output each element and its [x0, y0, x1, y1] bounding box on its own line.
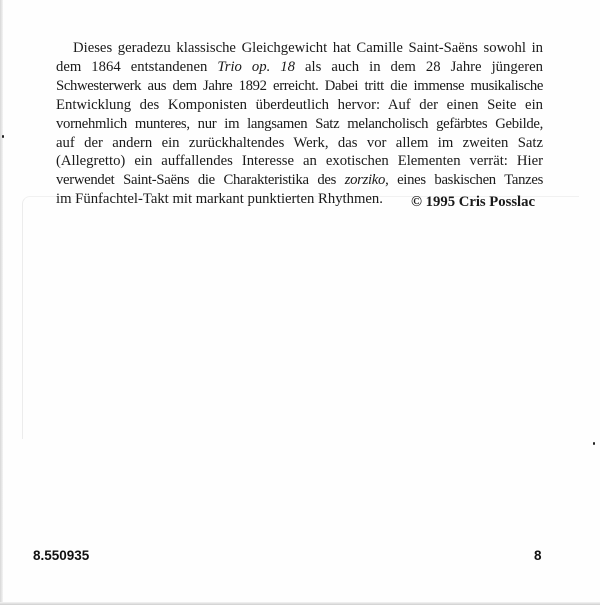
- text-run: dem 1864 entstandenen: [56, 58, 218, 75]
- scan-edge-left: [0, 0, 3, 605]
- text-run: als auch in dem 28 Jahre jüngeren: [295, 58, 543, 75]
- scan-speck: [2, 135, 4, 138]
- text-line: im Fünfachtel-Takt mit markant punktierten Rhythmen.: [56, 191, 383, 208]
- text-line: (Allegretto) ein auffallendes Interesse an exotischen Elementen verrät: Hier: [56, 153, 543, 170]
- text-run: verwendet Saint-Saëns die Charakteristika des: [56, 172, 345, 189]
- text-line: [56, 58, 543, 77]
- text-line: auf der andern ein zurückhaltendes Werk, das vor allem im zweiten Satz: [56, 134, 543, 151]
- dance-name: zorziko: [344, 172, 386, 189]
- scan-speck: [593, 442, 595, 445]
- text-line: Schwesterwerk aus dem Jahre 1892 erreicht. Dabei tritt die immense musikalische: [56, 77, 543, 94]
- panel-outline: [22, 196, 579, 439]
- work-title: Trio op. 18: [217, 58, 295, 75]
- copyright-credit: © 1995 Cris Posslac: [411, 194, 535, 210]
- article-paragraph: [56, 39, 543, 209]
- catalog-number: 8.550935: [33, 548, 90, 563]
- text-line: Dieses geradezu klassische Gleichgewicht hat Camille Saint-Saëns sowohl in: [73, 40, 543, 56]
- text-line: vornehmlich munteres, nur im langsamen Satz melancholisch gefärbtes Gebilde,: [56, 115, 543, 132]
- text-line: Entwicklung des Komponisten überdeutlich hervor: Auf der einen Seite ein: [56, 96, 543, 113]
- text-run: , eines baskischen Tanzes: [385, 172, 543, 189]
- text-line: [56, 171, 543, 190]
- page-number: 8: [534, 548, 542, 563]
